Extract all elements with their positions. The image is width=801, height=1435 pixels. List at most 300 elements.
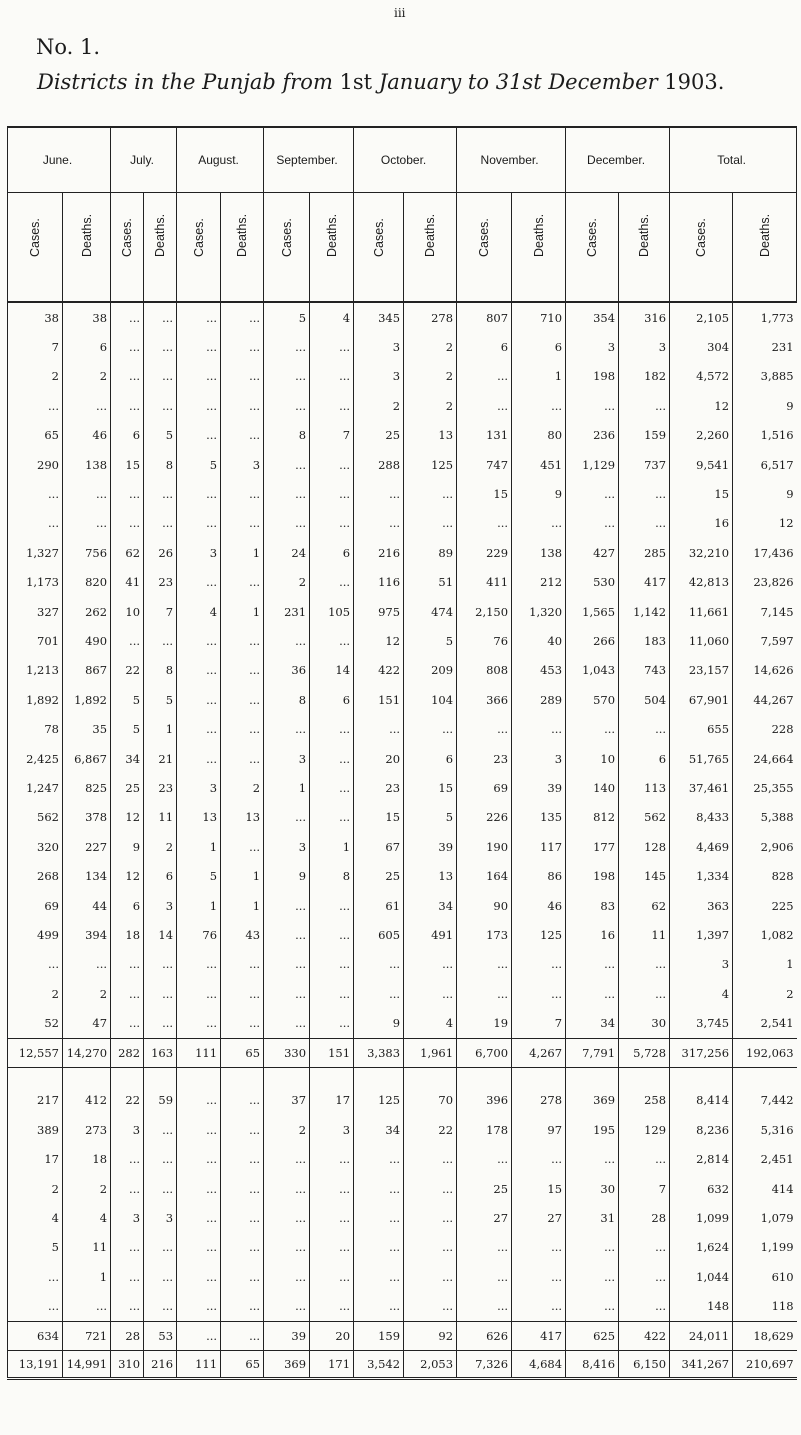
table-cell: ... <box>177 479 221 508</box>
table-cell: 7 <box>619 1174 670 1203</box>
table-cell: 62 <box>619 891 670 920</box>
table-cell: 278 <box>404 302 457 332</box>
table-cell: 273 <box>63 1115 111 1144</box>
table-cell: 36 <box>264 656 310 685</box>
table-cell: ... <box>310 803 354 832</box>
table-cell: ... <box>264 891 310 920</box>
table-cell: 18 <box>63 1145 111 1174</box>
table-cell: ... <box>310 1262 354 1291</box>
month-header: October. <box>354 127 457 193</box>
table-cell: ... <box>457 1233 512 1262</box>
table-cell: ... <box>111 509 144 538</box>
table-cell: ... <box>404 1292 457 1322</box>
table-cell: 4 <box>177 597 221 626</box>
table-cell: 1,099 <box>670 1203 733 1232</box>
table-cell: 15 <box>354 803 404 832</box>
table-cell: 389 <box>8 1115 63 1144</box>
table-cell: ... <box>221 1086 264 1115</box>
table-cell: 1 <box>221 891 264 920</box>
table-cell: 228 <box>771 722 794 737</box>
table-cell: 26 <box>144 538 177 567</box>
table-cell: 5 <box>111 685 144 714</box>
table-cell: ... <box>144 1115 177 1144</box>
table-cell: ... <box>264 1174 310 1203</box>
table-cell: ... <box>144 950 177 979</box>
table-cell: 3,383 <box>354 1038 404 1067</box>
table-cell: ... <box>457 979 512 1008</box>
table-cell: ... <box>111 1292 144 1322</box>
month-header-row <box>8 127 797 193</box>
table-cell: 2 <box>404 362 457 391</box>
table-cell: ... <box>144 302 177 332</box>
table-cell: 4 <box>670 979 733 1008</box>
table-cell: 90 <box>457 891 512 920</box>
table-cell: 1 <box>512 362 566 391</box>
table-cell: 1,773 <box>760 310 794 325</box>
subtotal-row <box>8 1321 797 1350</box>
table-cell: ... <box>264 803 310 832</box>
table-cell: ... <box>512 1145 566 1174</box>
table-cell: ... <box>354 1262 404 1291</box>
table-cell: ... <box>177 656 221 685</box>
table-cell: 4,684 <box>512 1350 566 1378</box>
table-cell: 610 <box>771 1269 794 1284</box>
table-cell: 3 <box>354 362 404 391</box>
table-cell: 76 <box>177 920 221 949</box>
table-cell: ... <box>310 1233 354 1262</box>
table-cell: ... <box>264 950 310 979</box>
table-cell: ... <box>8 479 63 508</box>
blank-cell <box>670 1067 733 1086</box>
table-cell: ... <box>566 1233 619 1262</box>
table-cell: 369 <box>566 1086 619 1115</box>
table-cell: ... <box>264 332 310 361</box>
table-cell: ... <box>619 950 670 979</box>
month-header: August. <box>177 127 264 193</box>
table-cell: 9 <box>264 861 310 890</box>
table-cell: 212 <box>512 568 566 597</box>
table-cell: ... <box>177 1262 221 1291</box>
table-cell: ... <box>221 1203 264 1232</box>
table-cell: ... <box>111 302 144 332</box>
table-cell: 159 <box>619 421 670 450</box>
table-cell: 53 <box>144 1321 177 1350</box>
table-row <box>8 302 797 332</box>
table-cell: ... <box>8 1262 63 1291</box>
table-cell: 129 <box>619 1115 670 1144</box>
table-cell: 3,745 <box>670 1008 733 1038</box>
table-cell: 15 <box>670 479 733 508</box>
table-cell: 747 <box>457 450 512 479</box>
table-cell: 262 <box>63 597 111 626</box>
table-cell: 417 <box>512 1321 566 1350</box>
table-cell: 12 <box>354 626 404 655</box>
table-cell: 1,334 <box>670 861 733 890</box>
table-cell: 40 <box>512 626 566 655</box>
table-cell: 422 <box>354 656 404 685</box>
table-cell: ... <box>221 950 264 979</box>
table-cell: 491 <box>404 920 457 949</box>
table-row <box>8 362 797 391</box>
table-cell: 6 <box>111 421 144 450</box>
table-cell: ... <box>619 1145 670 1174</box>
table-cell: 13 <box>177 803 221 832</box>
table-cell: ... <box>221 362 264 391</box>
table-cell: ... <box>566 1262 619 1291</box>
table-cell: 743 <box>619 656 670 685</box>
table-cell: ... <box>177 1008 221 1038</box>
table-row <box>8 744 797 773</box>
table-row <box>8 685 797 714</box>
table-cell: 2 <box>786 986 794 1001</box>
table-cell: 65 <box>221 1350 264 1378</box>
table-row <box>8 1262 797 1291</box>
table-cell: 3 <box>111 1115 144 1144</box>
table-cell: 125 <box>404 450 457 479</box>
table-cell: 828 <box>771 869 794 884</box>
month-header: November. <box>457 127 566 193</box>
table-cell: 5 <box>177 861 221 890</box>
table-cell: ... <box>221 1145 264 1174</box>
table-cell: ... <box>221 332 264 361</box>
table-cell: 8 <box>144 450 177 479</box>
table-cell: 4,469 <box>670 832 733 861</box>
table-cell: 18 <box>111 920 144 949</box>
table-body <box>8 302 797 1378</box>
table-cell: ... <box>177 626 221 655</box>
table-cell: 67,901 <box>670 685 733 714</box>
table-cell: 1,624 <box>670 1233 733 1262</box>
table-cell: 25 <box>354 421 404 450</box>
table-cell: 92 <box>404 1321 457 1350</box>
table-cell: ... <box>177 1292 221 1322</box>
table-cell: ... <box>457 509 512 538</box>
table-cell: 7 <box>144 597 177 626</box>
table-cell: 4 <box>404 1008 457 1038</box>
table-cell: ... <box>111 1233 144 1262</box>
table-row <box>8 714 797 743</box>
blank-cell <box>354 1067 404 1086</box>
table-cell: 11,060 <box>670 626 733 655</box>
deaths-header: Deaths. <box>637 213 652 257</box>
table-cell: 808 <box>457 656 512 685</box>
table-cell: 570 <box>566 685 619 714</box>
table-cell: 61 <box>354 891 404 920</box>
table-cell: ... <box>264 479 310 508</box>
table-cell: 2 <box>63 362 111 391</box>
table-row <box>8 803 797 832</box>
table-row <box>8 1233 797 1262</box>
blank-cell <box>566 1067 619 1086</box>
table-cell: ... <box>404 1262 457 1291</box>
table-cell: ... <box>264 391 310 420</box>
table-cell: ... <box>63 479 111 508</box>
table-cell: ... <box>310 714 354 743</box>
table-cell: 10 <box>566 744 619 773</box>
table-cell: ... <box>264 509 310 538</box>
table-cell: 1 <box>221 538 264 567</box>
table-cell: ... <box>310 450 354 479</box>
table-cell: ... <box>221 714 264 743</box>
table-cell: 8,236 <box>670 1115 733 1144</box>
table-cell: 4,572 <box>670 362 733 391</box>
table-cell: 190 <box>457 832 512 861</box>
table-cell: 18,629 <box>733 1321 797 1350</box>
spacer-row <box>8 1067 797 1086</box>
table-cell: ... <box>63 950 111 979</box>
table-cell: ... <box>144 362 177 391</box>
table-cell: 6 <box>310 685 354 714</box>
table-row <box>8 421 797 450</box>
table-cell: 820 <box>63 568 111 597</box>
table-cell: ... <box>619 509 670 538</box>
table-cell: 17 <box>8 1145 63 1174</box>
table-cell: 2,814 <box>670 1145 733 1174</box>
table-cell: ... <box>111 979 144 1008</box>
table-cell: 1,043 <box>566 656 619 685</box>
table-cell: 7,326 <box>457 1350 512 1378</box>
table-cell: ... <box>177 1203 221 1232</box>
table-cell: ... <box>457 391 512 420</box>
table-cell: 198 <box>566 861 619 890</box>
table-cell: 116 <box>354 568 404 597</box>
table-cell: 24,011 <box>670 1321 733 1350</box>
table-cell: 51,765 <box>670 744 733 773</box>
table-cell: ... <box>221 421 264 450</box>
table-cell: 626 <box>457 1321 512 1350</box>
table-cell: 474 <box>404 597 457 626</box>
table-cell: ... <box>177 950 221 979</box>
table-cell: ... <box>310 1292 354 1322</box>
table-cell: 111 <box>177 1350 221 1378</box>
table-row <box>8 568 797 597</box>
table-cell: 216 <box>144 1350 177 1378</box>
table-row <box>8 832 797 861</box>
table-cell: ... <box>221 832 264 861</box>
table-cell: 148 <box>670 1292 733 1322</box>
table-cell: ... <box>221 1321 264 1350</box>
table-cell: 3 <box>354 332 404 361</box>
table-cell: 2 <box>8 362 63 391</box>
table-cell: 42,813 <box>670 568 733 597</box>
table-cell: ... <box>619 391 670 420</box>
table-row <box>8 773 797 802</box>
table-cell: ... <box>264 920 310 949</box>
table-cell: 6,150 <box>619 1350 670 1378</box>
table-cell: 231 <box>771 340 794 355</box>
table-cell: 2,260 <box>670 421 733 450</box>
table-cell: 9 <box>354 1008 404 1038</box>
table-cell: 138 <box>512 538 566 567</box>
table-cell: ... <box>512 1233 566 1262</box>
table-cell: 21 <box>144 744 177 773</box>
cases-header: Cases. <box>585 218 600 257</box>
table-cell: 19 <box>457 1008 512 1038</box>
table-cell: 316 <box>619 302 670 332</box>
table-cell: 23,826 <box>753 575 794 590</box>
subtotal-row <box>8 1038 797 1067</box>
table-cell: 710 <box>512 302 566 332</box>
table-cell: ... <box>404 950 457 979</box>
table-cell: 9,541 <box>670 450 733 479</box>
grand-total-row <box>8 1350 797 1378</box>
table-cell: ... <box>354 509 404 538</box>
table-cell: 1 <box>786 957 794 972</box>
table-cell: 39 <box>404 832 457 861</box>
table-cell: 1,129 <box>566 450 619 479</box>
table-cell: ... <box>111 950 144 979</box>
table-cell: 6,867 <box>63 744 111 773</box>
table-cell: ... <box>619 479 670 508</box>
table-cell: 1 <box>177 832 221 861</box>
table-cell: 8 <box>144 656 177 685</box>
table-cell: ... <box>310 979 354 1008</box>
table-cell: 69 <box>457 773 512 802</box>
table-cell: 10 <box>111 597 144 626</box>
table-cell: 310 <box>111 1350 144 1378</box>
deaths-header: Deaths. <box>757 213 772 257</box>
table-cell: ... <box>177 979 221 1008</box>
deaths-header: Deaths. <box>153 213 168 257</box>
table-cell: 28 <box>619 1203 670 1232</box>
table-cell: 354 <box>566 302 619 332</box>
table-cell: ... <box>310 626 354 655</box>
table-cell: ... <box>264 450 310 479</box>
table-cell: 28 <box>111 1321 144 1350</box>
table-cell: ... <box>354 1145 404 1174</box>
table-cell: ... <box>111 479 144 508</box>
table-cell: 128 <box>619 832 670 861</box>
table-cell: ... <box>177 1145 221 1174</box>
table-cell: 140 <box>566 773 619 802</box>
cases-header: Cases. <box>28 218 42 257</box>
table-cell: 422 <box>619 1321 670 1350</box>
table-cell: ... <box>264 979 310 1008</box>
table-row <box>8 450 797 479</box>
table-cell: 25 <box>354 861 404 890</box>
table-cell: 22 <box>404 1115 457 1144</box>
table-cell: 118 <box>771 1299 794 1314</box>
table-cell: 5 <box>404 626 457 655</box>
table-cell: ... <box>221 568 264 597</box>
table-cell: 3 <box>264 744 310 773</box>
table-cell: 151 <box>354 685 404 714</box>
table-cell: ... <box>264 1233 310 1262</box>
blank-cell <box>111 1067 144 1086</box>
table-cell: ... <box>221 1008 264 1038</box>
table-cell: 369 <box>264 1350 310 1378</box>
table-cell: ... <box>310 1203 354 1232</box>
table-cell: 7,791 <box>566 1038 619 1067</box>
table-cell: ... <box>354 1292 404 1322</box>
table-cell: 13 <box>221 803 264 832</box>
table-cell: 226 <box>457 803 512 832</box>
table-cell: 173 <box>457 920 512 949</box>
table-cell: 701 <box>8 626 63 655</box>
table-cell: ... <box>221 1115 264 1144</box>
table-cell: ... <box>619 1292 670 1322</box>
table-cell: 159 <box>354 1321 404 1350</box>
table-row <box>8 509 797 538</box>
table-cell: 225 <box>771 898 794 913</box>
table-cell: 11 <box>619 920 670 949</box>
table-cell: 14,270 <box>63 1038 111 1067</box>
table-cell: 14,626 <box>753 663 794 678</box>
table-cell: ... <box>177 1115 221 1144</box>
table-row <box>8 656 797 685</box>
table-cell: 51 <box>404 568 457 597</box>
table-cell: 14 <box>310 656 354 685</box>
blank-cell <box>404 1067 457 1086</box>
table-cell: 6 <box>111 891 144 920</box>
table-cell: 145 <box>619 861 670 890</box>
table-cell: 6 <box>310 538 354 567</box>
table-cell: ... <box>619 979 670 1008</box>
table-cell: ... <box>221 391 264 420</box>
table-cell: 2,425 <box>8 744 63 773</box>
table-cell: 17,436 <box>753 545 794 560</box>
table-cell: 2,451 <box>760 1152 794 1167</box>
table-cell: ... <box>310 391 354 420</box>
table-cell: 231 <box>264 597 310 626</box>
table-cell: 67 <box>354 832 404 861</box>
table-cell: 278 <box>512 1086 566 1115</box>
table-cell: 1 <box>63 1262 111 1291</box>
table-cell: ... <box>354 1233 404 1262</box>
table-cell: ... <box>310 891 354 920</box>
table-cell: 76 <box>457 626 512 655</box>
table-cell: 4 <box>63 1203 111 1232</box>
table-cell: ... <box>144 509 177 538</box>
table-cell: 317,256 <box>670 1038 733 1067</box>
table-cell: 3 <box>264 832 310 861</box>
table-cell: 1,173 <box>8 568 63 597</box>
table-cell: 7 <box>310 421 354 450</box>
table-cell: ... <box>310 479 354 508</box>
table-cell: ... <box>404 509 457 538</box>
deaths-header: Deaths. <box>324 213 339 257</box>
table-cell: 11 <box>63 1233 111 1262</box>
table-cell: 655 <box>670 714 733 743</box>
table-cell: 39 <box>512 773 566 802</box>
table-cell: ... <box>264 1262 310 1291</box>
table-cell: 39 <box>264 1321 310 1350</box>
table-cell: 3,542 <box>354 1350 404 1378</box>
table-cell: 7 <box>8 332 63 361</box>
table-cell: ... <box>144 1292 177 1322</box>
table-cell: 427 <box>566 538 619 567</box>
table-cell: 12 <box>670 391 733 420</box>
table-cell: 8 <box>264 421 310 450</box>
table-cell: ... <box>512 391 566 420</box>
blank-cell <box>264 1067 310 1086</box>
table-cell: ... <box>404 1203 457 1232</box>
table-cell: 25 <box>457 1174 512 1203</box>
table-cell: 163 <box>144 1038 177 1067</box>
table-cell: 5 <box>177 450 221 479</box>
table-cell: ... <box>310 773 354 802</box>
table-cell: 236 <box>566 421 619 450</box>
subheader-row <box>8 193 797 303</box>
table-row <box>8 391 797 420</box>
table-cell: ... <box>8 509 63 538</box>
table-cell: 59 <box>144 1086 177 1115</box>
table-cell: ... <box>264 1145 310 1174</box>
table-cell: ... <box>177 421 221 450</box>
table-cell: 345 <box>354 302 404 332</box>
table-row <box>8 1115 797 1144</box>
table-cell: ... <box>177 685 221 714</box>
